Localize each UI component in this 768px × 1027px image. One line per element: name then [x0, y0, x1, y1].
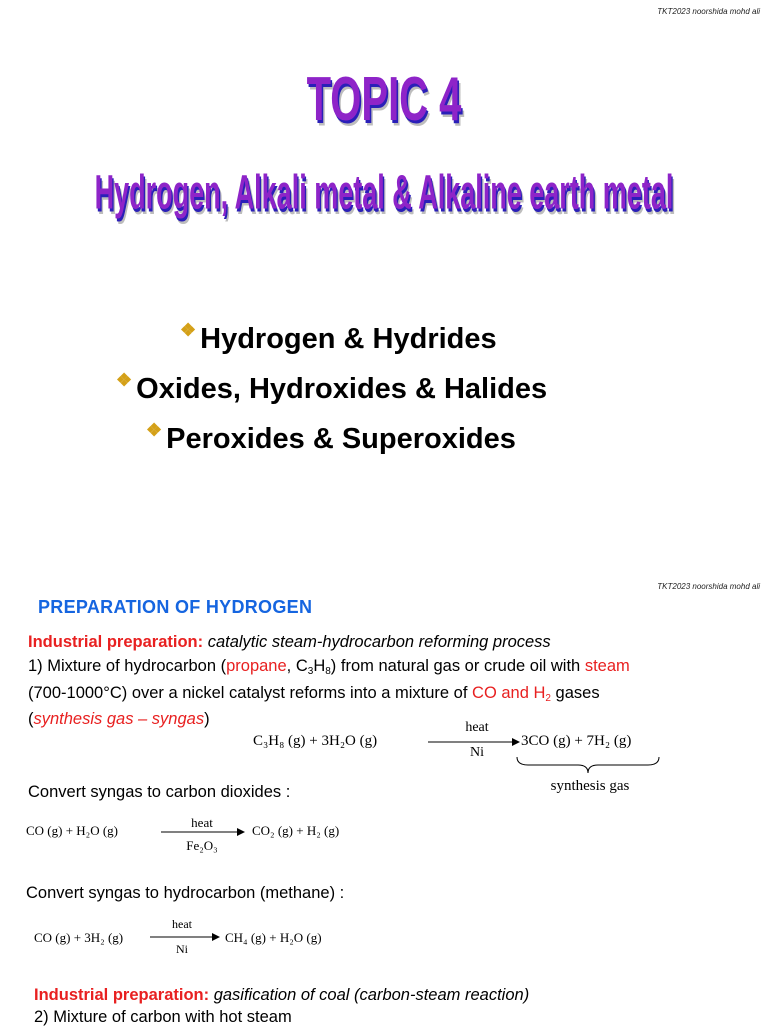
synthesis-gas-label: synthesis gas — [550, 778, 630, 794]
slide-subtitle: Hydrogen, Alkali metal & Alkaline earth metal — [94, 166, 674, 220]
bullet-text: Oxides, Hydroxides & Halides — [136, 373, 548, 405]
text-span: ) — [204, 710, 210, 728]
highlight-steam: steam — [584, 657, 630, 675]
subscript: 3 — [307, 666, 314, 677]
equation-1-lhs: C₃H₈ (g) + 3H₂O (g) — [253, 733, 378, 749]
highlight-syngas: synthesis gas – syngas — [33, 710, 205, 728]
equation-3-lhs: CO (g) + 3H₂ (g) — [34, 930, 124, 945]
text-span: (700-1000°C) over a nickel catalyst reforms into a mixture of — [28, 684, 473, 702]
bullet-text: Hydrogen & Hydrides — [200, 323, 497, 355]
text-span: ) from natural gas or crude oil with — [330, 657, 585, 675]
text-span: gases — [550, 684, 600, 702]
diamond-bullet-icon: ❖ — [146, 420, 163, 440]
text-span: ( — [28, 710, 34, 728]
equation-1-condition-below: Ni — [470, 745, 484, 760]
industrial-prep-desc: gasification of coal (carbon-steam reaction) — [213, 986, 530, 1004]
equation-2-rhs: CO₂ (g) + H₂ (g) — [252, 823, 340, 838]
diamond-bullet-icon: ❖ — [116, 370, 133, 390]
equation-2-condition-below: Fe₂O₃ — [186, 838, 218, 853]
industrial-prep-label: Industrial preparation: — [34, 986, 210, 1004]
convert-heading-2: Convert syngas to hydrocarbon (methane) : — [26, 884, 345, 902]
paragraph-line — [28, 710, 210, 729]
equation-3-condition-above: heat — [172, 917, 192, 931]
industrial-prep-desc: catalytic steam-hydrocarbon reforming process — [207, 633, 551, 651]
text-span: CO and H — [472, 684, 546, 702]
subscript: 8 — [325, 666, 331, 677]
industrial-prep-line-2 — [34, 986, 529, 1005]
equation-1-rhs: 3CO (g) + 7H₂ (g) — [521, 733, 632, 749]
text-span: 1) Mixture of hydrocarbon ( — [28, 657, 227, 675]
curly-brace-icon — [516, 756, 660, 776]
convert-heading-1: Convert syngas to carbon dioxides : — [28, 783, 291, 801]
paragraph-line — [28, 684, 600, 703]
bullet-item — [116, 370, 547, 406]
credit-text: TKT2023 noorshida mohd ali — [657, 582, 760, 591]
text-span: , C — [286, 657, 308, 675]
equation-1-condition-above: heat — [465, 720, 489, 735]
paragraph-line: 2) Mixture of carbon with hot steam — [34, 1008, 292, 1026]
highlight-propane: propane — [226, 657, 287, 675]
bullet-item — [180, 320, 497, 356]
paragraph-line — [28, 657, 630, 676]
industrial-prep-line-1 — [28, 633, 551, 652]
slide-title: TOPIC 4 — [306, 65, 462, 134]
subscript: 2 — [545, 693, 551, 704]
credit-text: TKT2023 noorshida mohd ali — [657, 7, 760, 16]
equation-2-condition-above: heat — [191, 815, 213, 830]
section-heading: PREPARATION OF HYDROGEN — [38, 597, 313, 617]
equation-3-rhs: CH₄ (g) + H₂O (g) — [225, 930, 322, 945]
bullet-item — [146, 420, 516, 456]
text-span: H — [313, 657, 326, 675]
reaction-arrow-icon — [161, 828, 245, 838]
diamond-bullet-icon: ❖ — [180, 320, 197, 340]
bullet-text: Peroxides & Superoxides — [166, 423, 516, 455]
highlight-co-h2 — [472, 684, 551, 702]
equation-2-lhs: CO (g) + H₂O (g) — [26, 823, 119, 838]
industrial-prep-label: Industrial preparation: — [28, 633, 204, 651]
equation-3-condition-below: Ni — [176, 942, 188, 956]
